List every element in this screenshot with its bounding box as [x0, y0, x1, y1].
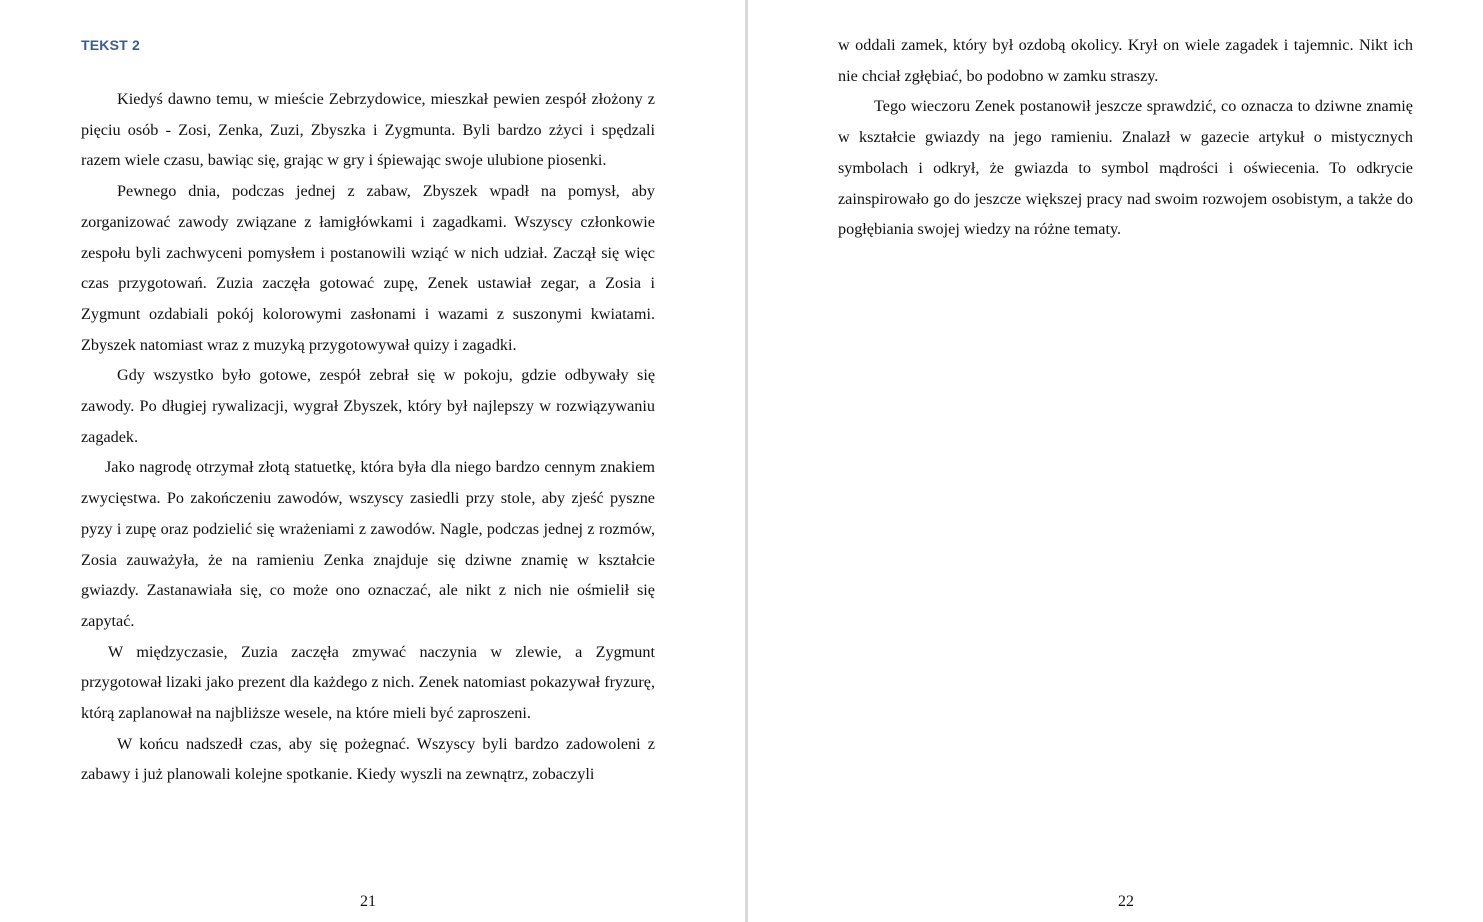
- paragraph-3: Gdy wszystko było gotowe, zespół zebrał się w pokoju, gdzie odbywały się zawody. Po długiej rywalizacji, wygrał Zbyszek, który był najlepszy w rozwiązywaniu zagadek.: [81, 366, 655, 446]
- paragraph-5: W międzyczasie, Zuzia zaczęła zmywać naczynia w zlewie, a Zygmunt przygotował lizaki jako prezent dla każdego z nich. Zenek natomiast pokazywał fryzurę, którą zaplanował na najbliższe wesele, na które mieli być zaproszeni.: [81, 642, 655, 723]
- right-page-body: [838, 30, 1413, 245]
- paragraph-2: Pewnego dnia, podczas jednej z zabaw, Zbyszek wpadł na pomysł, aby zorganizować zawody związane z łamigłówkami i zagadkami. Wszyscy członkowie zespołu byli zachwyceni pomysłem i postanowili wziąć w nich udział. Zaczął się więc czas przygotowań. Zuzia zaczęła gotować zupę, Zenek ustawiał zegar, a Zosia i Zygmunt ozdabiali pokój kolorowymi zasłonami i wazami z suszonymi kwiatami. Zbyszek natomiast wraz z muzyką przygotowywał quizy i zagadki.: [81, 182, 655, 354]
- page-22: [748, 0, 1483, 922]
- paragraph-7: Tego wieczoru Zenek postanowił jeszcze sprawdzić, co oznacza to dziwne znamię w kształcie gwiazdy na jego ramieniu. Znalazł w gazecie artykuł o mistycznych symbolach i odkrył, że gwiazda to symbol mądrości i oświecenia. To odkrycie zainspirowało go do jeszcze większej pracy nad swoim rozwojem osobistym, a także do pogłębiania swojej wiedzy na różne tematy.: [838, 97, 1413, 239]
- paragraph-6: W końcu nadszedł czas, aby się pożegnać. Wszyscy byli bardzo zadowoleni z zabawy i już planowali kolejne spotkanie. Kiedy wyszli na zewnątrz, zobaczyli: [81, 734, 655, 784]
- paragraph-4: Jako nagrodę otrzymał złotą statuetkę, która była dla niego bardzo cennym znakiem zwycięstwa. Po zakończeniu zawodów, wszyscy zasiedli przy stole, aby zjeść pyszne pyzy i zupę oraz podzielić się wrażeniami z zawodów. Nagle, podczas jednej z rozmów, Zosia zauważyła, że na ramieniu Zenka znajduje się dziwne znamię w kształcie gwiazdy. Zastanawiała się, co może ono oznaczać, ale nikt z nich nie ośmielił się zapytać.: [81, 458, 655, 630]
- paragraph-1: Kiedyś dawno temu, w mieście Zebrzydowice, mieszkał pewien zespół złożony z pięciu osób - Zosi, Zenka, Zuzi, Zbyszka i Zygmunta. Byli bardzo zżyci i spędzali razem wiele czasu, bawiąc się, grając w gry i śpiewając swoje ulubione piosenki.: [81, 90, 655, 170]
- paragraph-continued: w oddali zamek, który był ozdobą okolicy. Krył on wiele zagadek i tajemnic. Nikt ich nie chciał zgłębiać, bo podobno w zamku straszy.: [838, 36, 1413, 85]
- page-number: 22: [1118, 893, 1134, 910]
- left-page-body: [81, 84, 655, 790]
- section-heading: TEKST 2: [81, 37, 140, 53]
- page-number: 21: [360, 893, 376, 910]
